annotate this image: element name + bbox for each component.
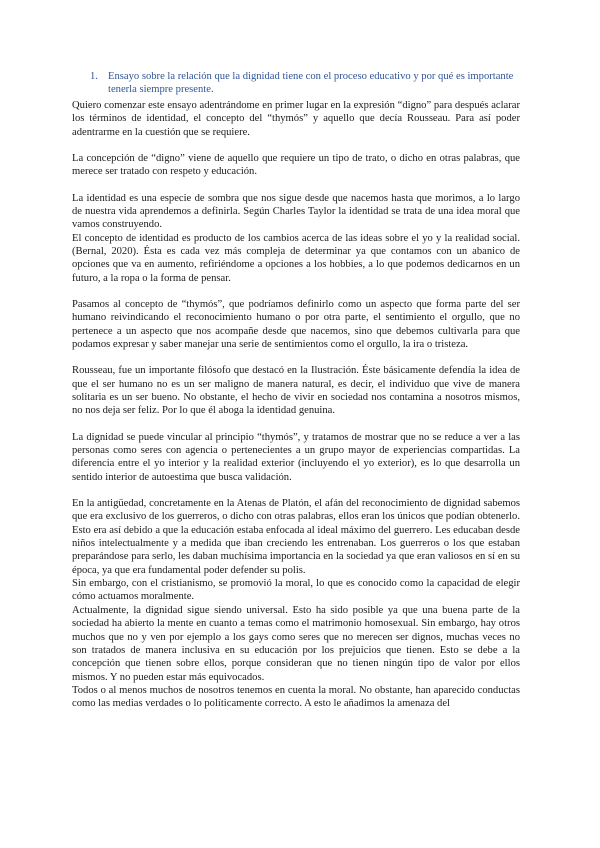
paragraph-identidad: La identidad es una especie de sombra que nos sigue desde que nacemos hasta que morimos, a lo largo de nuestra vida aprendemos a definirla. Según Charles Taylor la identidad se trata de una idea moral que vamos construyendo. [72,192,520,231]
paragraph-moral: Todos o al menos muchos de nosotros tenemos en cuenta la moral. No obstante, han aparecido conductas como las medias verdades o lo políticamente correcto. A esto le añadimos la amenaza del [72,684,520,710]
heading-text: Ensayo sobre la relación que la dignidad tiene con el proceso educativo y por qué es importante tenerla siempre presente. [108,71,514,96]
paragraph-actualmente: Actualmente, la dignidad sigue siendo universal. Esto ha sido posible ya que una buena parte de la sociedad ha abierto la mente en cuanto a temas como el matrimonio homosexual. Sin embargo, hay otros muchos que no y ven por ejemplo a los gays como seres que no merecen ser dignos, muchas veces no son tratados de manera inclusiva en su educación por los prejuicios que tienen. Esto se debe a la concepción que tienen sobre ellos, porque consideran que no tienen ningún tipo de valor por ellos mismos. Y no pueden estar más equivocados. [72,604,520,683]
paragraph-cristianismo: Sin embargo, con el cristianismo, se promovió la moral, lo que es conocido como la capacidad de elegir cómo actuamos moralmente. [72,578,520,603]
paragraph-dignidad-thymos: La dignidad se puede vincular al principio “thymós”, y tratamos de mostrar que no se reduce a ver a las personas como seres con agencia o pertenecientes a un grupo mayor de experiencias compartidas. La diferencia entre el yo interior y la realidad exterior (incluyendo el yo exterior), es lo que desarrolla un sentido interior de autoestima que busca validación. [72,431,520,483]
paragraph-intro: Quiero comenzar este ensayo adentrándome en primer lugar en la expresión “digno” para después aclarar los términos de identidad, el concepto del “thymós” y aquello que decía Rousseau. Para así poder adentrarme en la cuestión que se requiere. [72,99,520,138]
paragraph-digno: La concepción de “digno” viene de aquello que requiere un tipo de trato, o dicho en otras palabras, que merece ser tratado con respeto y educación. [72,152,520,178]
section-heading [90,70,520,97]
paragraph-concepto-identidad: El concepto de identidad es producto de los cambios acerca de las ideas sobre el yo y la realidad social. (Bernal, 2020). Ésta es cada vez más compleja de determinar ya que contamos con un abanico de opciones que va en aumento, refiriéndome a opciones a los hobbies, a lo que podemos dedicarnos en un futuro, a la ropa o la forma de pensar. [72,232,520,284]
paragraph-rousseau: Rousseau, fue un importante filósofo que destacó en la Ilustración. Éste básicamente defendía la idea de que el ser humano no es un ser maligno de manera natural, es decir, el individuo que vive de manera solitaria es un ser bueno. No obstante, el hecho de vivir en sociedad nos contamina a nosotros mismos, no nos deja ser feliz. Por lo que él aboga la identidad genuina. [72,365,520,417]
paragraph-antiguedad: En la antigüedad, concretamente en la Atenas de Platón, el afán del reconocimiento de dignidad sabemos que era exclusivo de los guerreros, o dicho con otras palabras, ellos eran los únicos que podían obtenerlo. Esto era así debido a que la educación estaba enfocada al ideal máximo del guerrero. Les educaban desde niños intelectualmente y a medida que iban creciendo les entrenaban. Los guerreros o los que estaban preparándose para serlo, les daban muchísima importancia en la sociedad ya que eran valiosos en sí en su época, ya que era fundamental poder defender su polis. [72,498,520,576]
heading-number: 1. [90,71,98,82]
paragraph-thymos: Pasamos al concepto de “thymós”, que podríamos definirlo como un aspecto que forma parte del ser humano reivindicando el reconocimiento humano o por otra parte, el sentimiento el orgullo, que no pertenece a un aspecto que nos acompañe desde que nacemos, sino que debemos cultivarla para que podamos expresar y saber manejar una serie de sentimientos como el orgullo, la ira o tristeza. [72,298,520,350]
